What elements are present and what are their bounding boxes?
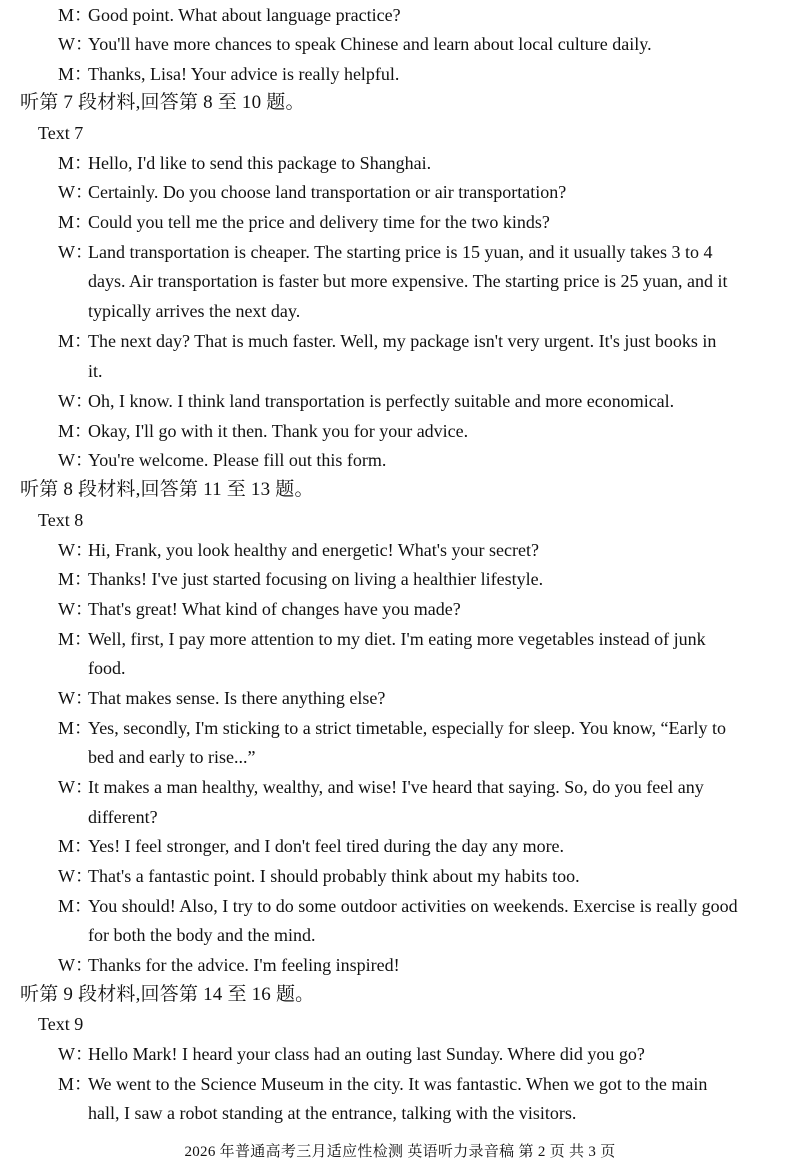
- dialogue-text: We went to the Science Museum in the city. It was fantastic. When we got to the main: [88, 1074, 708, 1094]
- dialogue-text: It makes a man healthy, wealthy, and wise! I've heard that saying. So, do you feel any: [88, 777, 704, 797]
- dialogue-line: [58, 539, 539, 561]
- speaker-label: M：: [58, 1074, 93, 1094]
- dialogue-line: [58, 152, 431, 174]
- speaker-label: W：: [58, 1044, 93, 1064]
- dialogue-continuation: food.: [88, 658, 126, 678]
- dialogue-text: Thanks! I've just started focusing on living a healthier lifestyle.: [88, 569, 544, 589]
- dialogue-text: You're welcome. Please fill out this form.: [88, 450, 387, 470]
- speaker-label: M：: [58, 629, 93, 649]
- speaker-label: M：: [58, 569, 93, 589]
- speaker-label: W：: [58, 540, 93, 560]
- speaker-label: W：: [58, 599, 93, 619]
- dialogue-text: That's great! What kind of changes have you made?: [88, 599, 461, 619]
- dialogue-text: Okay, I'll go with it then. Thank you for your advice.: [88, 421, 469, 441]
- dialogue-text: Hi, Frank, you look healthy and energetic! What's your secret?: [88, 540, 539, 560]
- speaker-label: W：: [58, 34, 93, 54]
- speaker-label: W：: [58, 450, 93, 470]
- dialogue-line: [58, 211, 550, 233]
- dialogue-text: Certainly. Do you choose land transportation or air transportation?: [88, 182, 567, 202]
- dialogue-text: The next day? That is much faster. Well, my package isn't very urgent. It's just books in: [88, 331, 717, 351]
- dialogue-line: [58, 330, 716, 352]
- section-heading: 听第 8 段材料,回答第 11 至 13 题。: [20, 479, 314, 500]
- text-label: Text 8: [38, 510, 84, 530]
- dialogue-line: [58, 835, 564, 857]
- dialogue-continuation: for both the body and the mind.: [88, 925, 316, 945]
- dialogue-text: Could you tell me the price and delivery time for the two kinds?: [88, 212, 550, 232]
- dialogue-line: [58, 1043, 645, 1065]
- dialogue-continuation: it.: [88, 361, 103, 381]
- speaker-label: M：: [58, 153, 93, 173]
- dialogue-text: Thanks, Lisa! Your advice is really helpful.: [88, 64, 400, 84]
- dialogue-text: Land transportation is cheaper. The starting price is 15 yuan, and it usually takes 3 to 4: [88, 242, 713, 262]
- speaker-label: W：: [58, 182, 93, 202]
- speaker-label: M：: [58, 64, 93, 84]
- dialogue-text: Good point. What about language practice?: [88, 5, 401, 25]
- dialogue-text: Well, first, I pay more attention to my diet. I'm eating more vegetables instead of junk: [88, 629, 706, 649]
- speaker-label: M：: [58, 5, 93, 25]
- dialogue-text: Hello, I'd like to send this package to Shanghai.: [88, 153, 432, 173]
- speaker-label: W：: [58, 866, 93, 886]
- dialogue-text: You'll have more chances to speak Chinese and learn about local culture daily.: [88, 34, 652, 54]
- speaker-label: W：: [58, 391, 93, 411]
- speaker-label: M：: [58, 836, 93, 856]
- dialogue-continuation: different?: [88, 807, 158, 827]
- dialogue-line: [58, 63, 399, 85]
- dialogue-line: [58, 568, 543, 590]
- dialogue-line: [58, 1073, 707, 1095]
- dialogue-line: [58, 687, 385, 709]
- dialogue-text: You should! Also, I try to do some outdoor activities on weekends. Exercise is really good: [88, 896, 738, 916]
- section-heading: 听第 7 段材料,回答第 8 至 10 题。: [20, 92, 305, 113]
- section-heading: 听第 9 段材料,回答第 14 至 16 题。: [20, 984, 315, 1005]
- speaker-label: W：: [58, 688, 93, 708]
- speaker-label: W：: [58, 242, 93, 262]
- speaker-label: W：: [58, 955, 93, 975]
- dialogue-line: [58, 776, 704, 798]
- dialogue-line: [58, 4, 401, 26]
- dialogue-line: [58, 954, 400, 976]
- dialogue-line: [58, 865, 580, 887]
- speaker-label: M：: [58, 421, 93, 441]
- dialogue-line: [58, 449, 386, 471]
- speaker-label: M：: [58, 718, 93, 738]
- text-label: Text 9: [38, 1014, 84, 1034]
- page-footer: 2026 年普通高考三月适应性检测 英语听力录音稿 第 2 页 共 3 页: [184, 1144, 616, 1160]
- dialogue-line: [58, 33, 652, 55]
- dialogue-text: That makes sense. Is there anything else?: [88, 688, 386, 708]
- dialogue-text: Thanks for the advice. I'm feeling inspired!: [88, 955, 400, 975]
- dialogue-text: That's a fantastic point. I should probably think about my habits too.: [88, 866, 580, 886]
- dialogue-continuation: typically arrives the next day.: [88, 301, 301, 321]
- dialogue-text: Oh, I know. I think land transportation is perfectly suitable and more economical.: [88, 391, 675, 411]
- dialogue-line: [58, 717, 726, 739]
- dialogue-line: [58, 390, 674, 412]
- dialogue-line: [58, 241, 760, 263]
- text-label: Text 7: [38, 123, 84, 143]
- dialogue-line: [58, 895, 738, 917]
- dialogue-continuation: hall, I saw a robot standing at the entrance, talking with the visitors.: [88, 1103, 577, 1123]
- dialogue-text: Yes, secondly, I'm sticking to a strict timetable, especially for sleep. You know, “Early to: [88, 718, 726, 738]
- dialogue-line: [58, 628, 706, 650]
- speaker-label: M：: [58, 212, 93, 232]
- speaker-label: M：: [58, 331, 93, 351]
- dialogue-line: [58, 598, 461, 620]
- dialogue-text: Hello Mark! I heard your class had an outing last Sunday. Where did you go?: [88, 1044, 645, 1064]
- dialogue-continuation: bed and early to rise...”: [88, 747, 256, 767]
- dialogue-line: [58, 181, 566, 203]
- speaker-label: W：: [58, 777, 93, 797]
- dialogue-continuation: days. Air transportation is faster but more expensive. The starting price is 25 yuan, and it: [88, 271, 728, 291]
- dialogue-line: [58, 420, 468, 442]
- speaker-label: M：: [58, 896, 93, 916]
- dialogue-text: Yes! I feel stronger, and I don't feel tired during the day any more.: [88, 836, 565, 856]
